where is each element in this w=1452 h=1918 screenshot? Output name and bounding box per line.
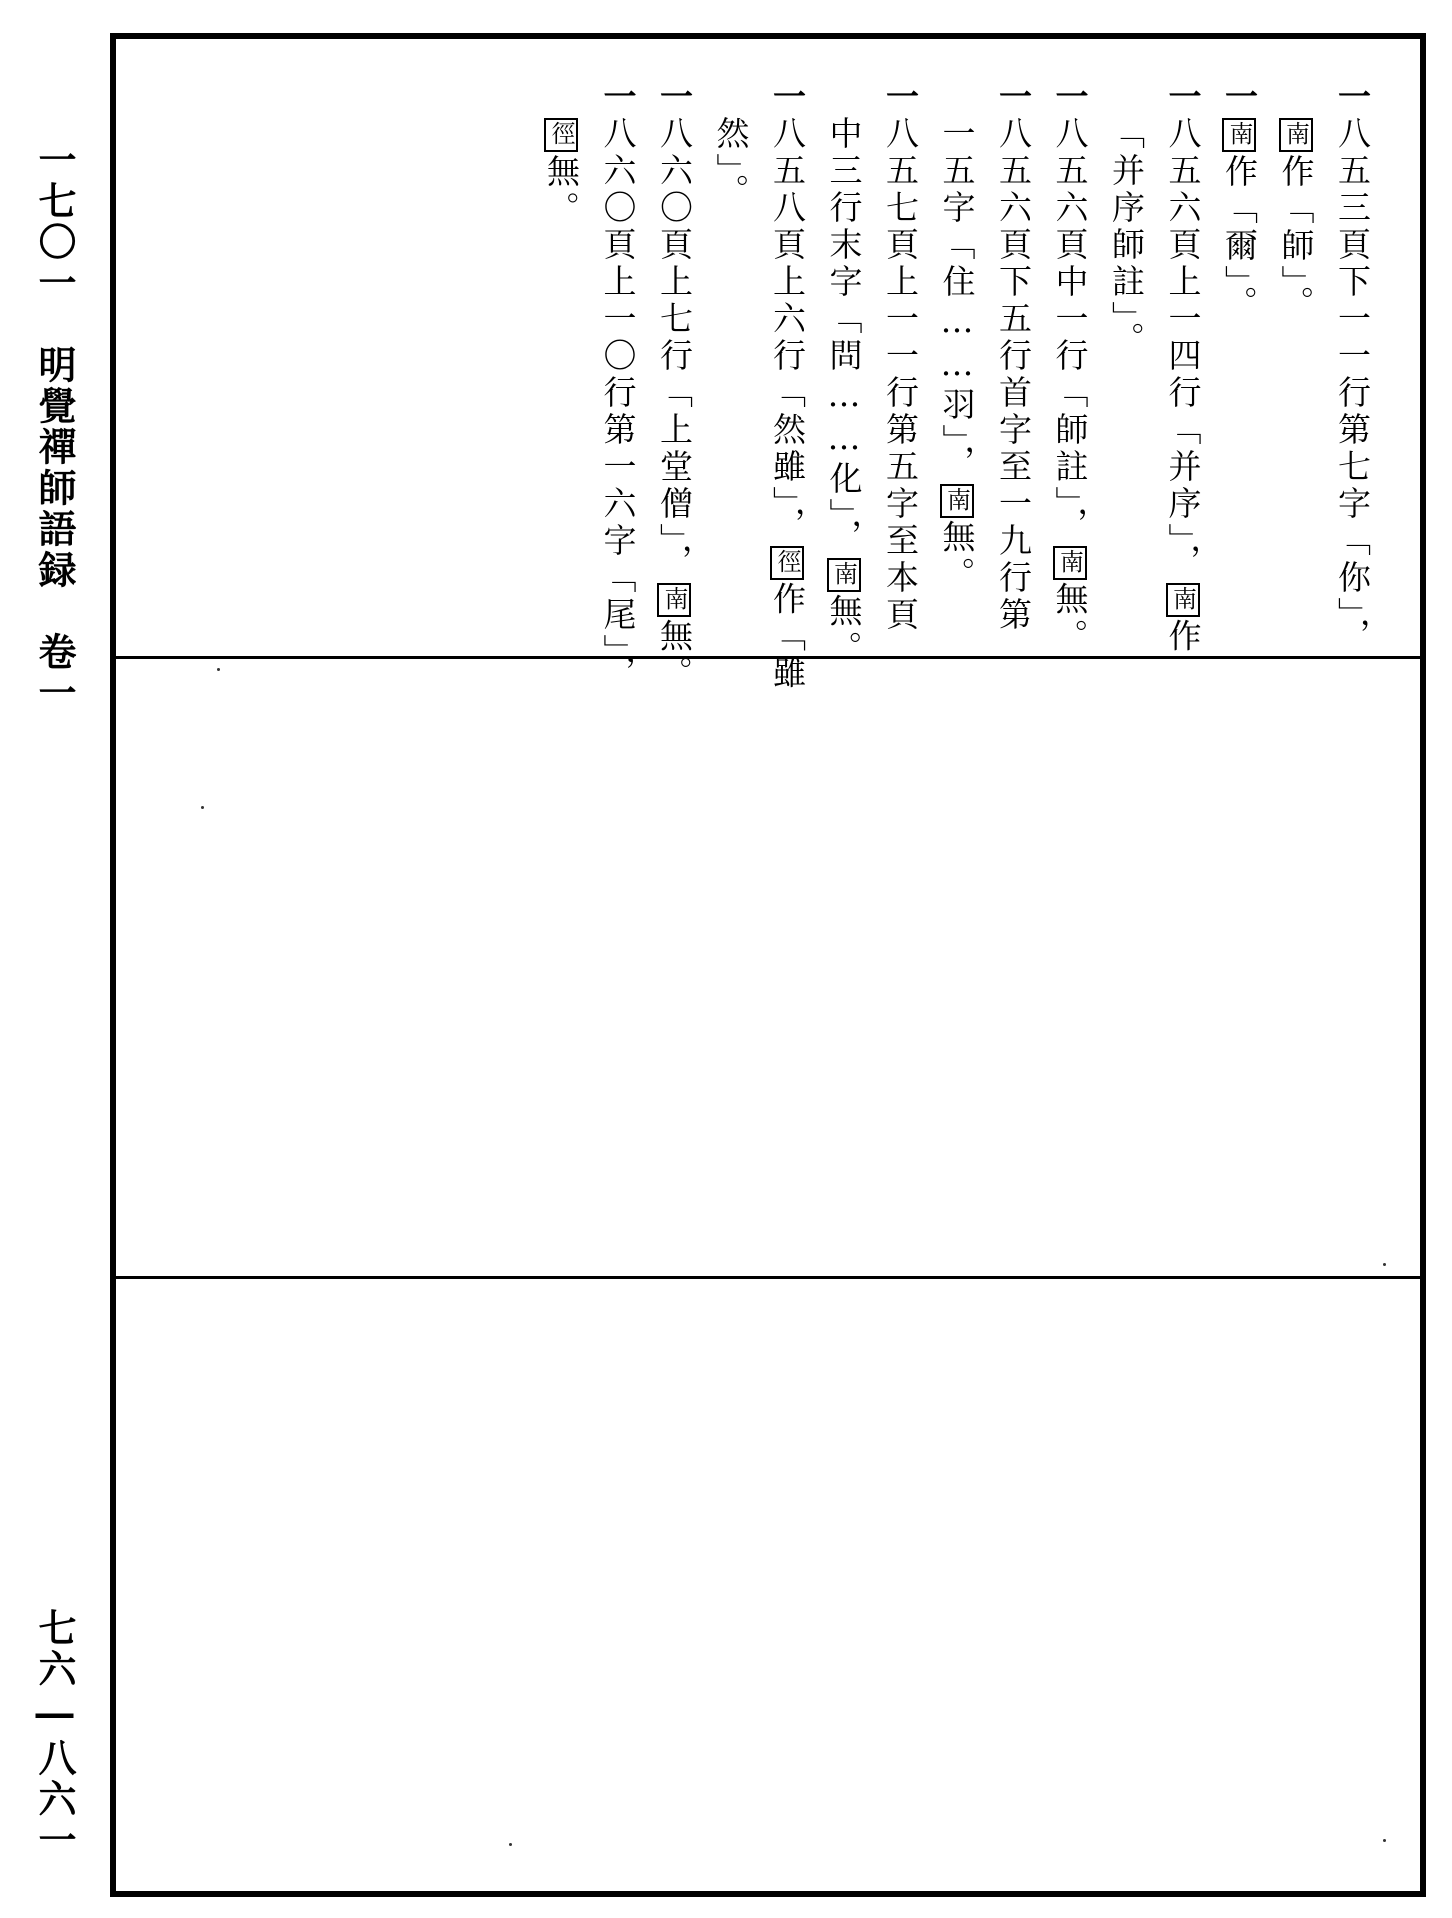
edition-mark: 徑 [770, 546, 804, 580]
note-bullet: 一 [1163, 79, 1203, 116]
note-text: 作 [1163, 618, 1203, 656]
edition-mark: 南 [827, 558, 861, 592]
collation-note [759, 79, 816, 693]
edition-mark: 南 [940, 484, 974, 518]
note-text: 無。 [655, 618, 694, 693]
register-middle [116, 659, 1420, 1279]
note-text: 作「雖 [768, 581, 807, 693]
note-text: 八五三頁下一一行第七字「你」， [1333, 116, 1372, 655]
note-text: 作「爾」。 [1220, 154, 1259, 323]
note-bullet: 一 [881, 79, 920, 116]
collation-note [1041, 79, 1098, 656]
note-bullet: 一 [598, 79, 638, 116]
note-bullet: 一 [1220, 79, 1259, 116]
note-text: 無。 [542, 154, 581, 228]
note-text: 「并序師註」。 [1107, 116, 1146, 359]
collation-note [646, 79, 703, 693]
edition-mark: 南 [657, 583, 691, 617]
edition-mark: 南 [1222, 118, 1256, 152]
note-text: 無。 [937, 519, 977, 594]
collation-note [872, 79, 929, 649]
collation-notes [533, 79, 1381, 693]
collation-note-continuation [1267, 79, 1324, 649]
collation-note [1154, 79, 1211, 656]
note-text: 中三行末字「問……化」， [824, 116, 864, 556]
collation-note [1211, 79, 1268, 649]
note-bullet: 一 [1050, 79, 1090, 116]
page-number: 七六―八六一 [32, 1608, 77, 1861]
note-text: 八五六頁中一行「師註」， [1050, 116, 1090, 544]
note-bullet: 一 [994, 79, 1033, 116]
note-bullet: 一 [1333, 79, 1372, 116]
note-text: 八六〇頁上七行「上堂僧」， [655, 116, 694, 581]
collation-note-continuation [533, 79, 590, 649]
note-text: 一五字「住……羽」， [937, 116, 977, 482]
edition-mark: 南 [1053, 546, 1087, 580]
collation-note-continuation [702, 79, 759, 649]
edition-mark: 南 [1166, 583, 1200, 617]
note-text: 八六〇頁上一〇行第一六字「尾」， [598, 116, 638, 692]
running-head: 一七〇一 明覺禪師語録 卷一 [32, 140, 77, 714]
edition-mark: 徑 [544, 118, 578, 152]
page-frame [110, 33, 1426, 1897]
note-text: 然」。 [711, 116, 751, 211]
edition-mark: 南 [1279, 118, 1313, 152]
note-bullet: 一 [655, 79, 694, 116]
note-text: 八五六頁下五行首字至一九行第 [994, 116, 1033, 634]
note-text: 作「師」。 [1276, 154, 1316, 323]
collation-note [589, 79, 646, 692]
note-text: 八五七頁上一一行第五字至本頁 [881, 116, 920, 634]
register-top [116, 39, 1420, 693]
register-bottom [116, 1279, 1420, 1891]
collation-note [985, 79, 1042, 649]
page-margin [0, 0, 105, 1918]
collation-note [1324, 79, 1381, 655]
collation-note-continuation [815, 79, 872, 668]
note-text: 無。 [824, 593, 864, 668]
note-text: 八五六頁上一四行「并序」， [1163, 116, 1203, 581]
note-text: 八五八頁上六行「然雖」， [768, 116, 807, 544]
collation-note-continuation [1098, 79, 1155, 649]
collation-note-continuation [928, 79, 985, 649]
note-bullet: 一 [768, 79, 807, 116]
note-text: 無。 [1050, 581, 1090, 656]
